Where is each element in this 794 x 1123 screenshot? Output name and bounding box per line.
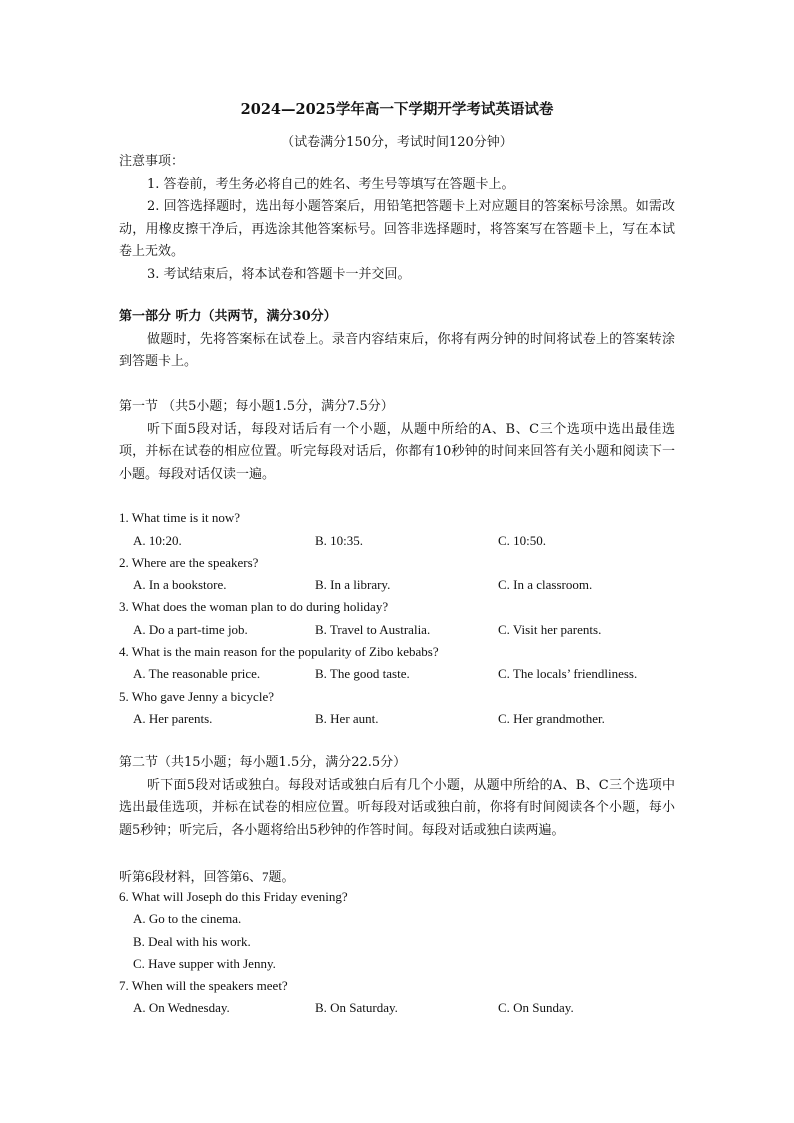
section2 [119,752,675,842]
q4-option-b: B. The good taste. [315,666,410,681]
q7-option-b: B. On Saturday. [315,1000,398,1015]
q1-option-a: A. 10:20. [133,533,182,548]
question-7: 7. When will the speakers meet? [119,978,288,993]
q3-option-c: C. Visit her parents. [498,622,602,637]
q5-option-a: A. Her parents. [133,711,213,726]
notice-item-2: 2. 回答选择题时，选出每小题答案后，用铅笔把答题卡上对应题目的答案标号涂黑。如需改动，用橡皮擦干净后，再选涂其他答案标号。回答非选择题时，将答案写在答题卡上，写在本试卷上无效。 [119,199,675,259]
part1-instruction: 做题时，先将答案标在试卷上。录音内容结束后，你将有两分钟的时间将试卷上的答案转涂到答题卡上。 [119,331,675,369]
q7-option-c: C. On Sunday. [498,1000,574,1015]
exam-title: 2024—2025学年高一下学期开学考试英语试卷 [240,101,554,118]
q5-option-b: B. Her aunt. [315,711,379,726]
section1 [119,396,675,486]
q4-option-a: A. The reasonable price. [133,666,261,681]
notice-heading: 注意事项： [119,154,185,169]
question-2: 2. Where are the speakers? [119,555,259,570]
q1-option-b: B. 10:35. [315,533,364,548]
q6-option-a: A. Go to the cinema. [133,911,242,926]
question-5: 5. Who gave Jenny a bicycle? [119,689,274,704]
question-4: 4. What is the main reason for the popularity of Zibo kebabs? [119,644,439,659]
section1-instruction: 听下面5段对话，每段对话后有一个小题，从题中所给的A、B、C三个选项中选出最佳选项，并标在试卷的相应位置。听完每段对话后，你都有10秒钟的时间来回答有关小题和阅读下一小题。每段对话仅读一遍。 [119,421,675,482]
q2-option-a: A. In a bookstore. [133,577,227,592]
part1-heading: 第一部分 听力（共两节，满分30分） [119,309,337,324]
q2-option-c: C. In a classroom. [498,577,593,592]
q3-option-a: A. Do a part-time job. [133,622,248,637]
q3-option-b: B. Travel to Australia. [315,622,431,637]
exam-subtitle: （试卷满分150分，考试时间120分钟） [281,135,513,150]
q5-option-c: C. Her grandmother. [498,711,605,726]
q1-option-c: C. 10:50. [498,533,547,548]
section2-instruction: 听下面5段对话或独白。每段对话或独白后有几个小题，从题中所给的A、B、C三个选项中选出最佳选项，并标在试卷的相应位置。听每段对话或独白前，你将有时间阅读各个小题，每小题5秒钟；听完后，各小题将给出5秒钟的作答时间。每段对话或独白读两遍。 [119,777,675,838]
notice-section [119,151,675,286]
q7-option-a: A. On Wednesday. [133,1000,230,1015]
part1-section [119,306,675,374]
q6-option-b: B. Deal with his work. [133,934,251,949]
notice-item-1: 1. 答卷前，考生务必将自己的姓名、考生号等填写在答题卡上。 [147,176,515,192]
question-6: 6. What will Joseph do this Friday evening? [119,889,348,904]
q2-option-b: B. In a library. [315,577,391,592]
material6-label: 听第6段材料，回答第6、7题。 [119,869,295,884]
q4-option-c: C. The locals’ friendliness. [498,666,638,681]
section2-heading: 第二节（共15小题；每小题1.5分，满分22.5分） [119,755,407,770]
section1-heading: 第一节 （共5小题；每小题1.5分，满分7.5分） [119,399,394,414]
question-3: 3. What does the woman plan to do during holiday? [119,599,389,614]
question-1: 1. What time is it now? [119,510,241,525]
q6-option-c: C. Have supper with Jenny. [133,956,276,971]
notice-item-3: 3. 考试结束后，将本试卷和答题卡一并交回。 [147,266,411,282]
